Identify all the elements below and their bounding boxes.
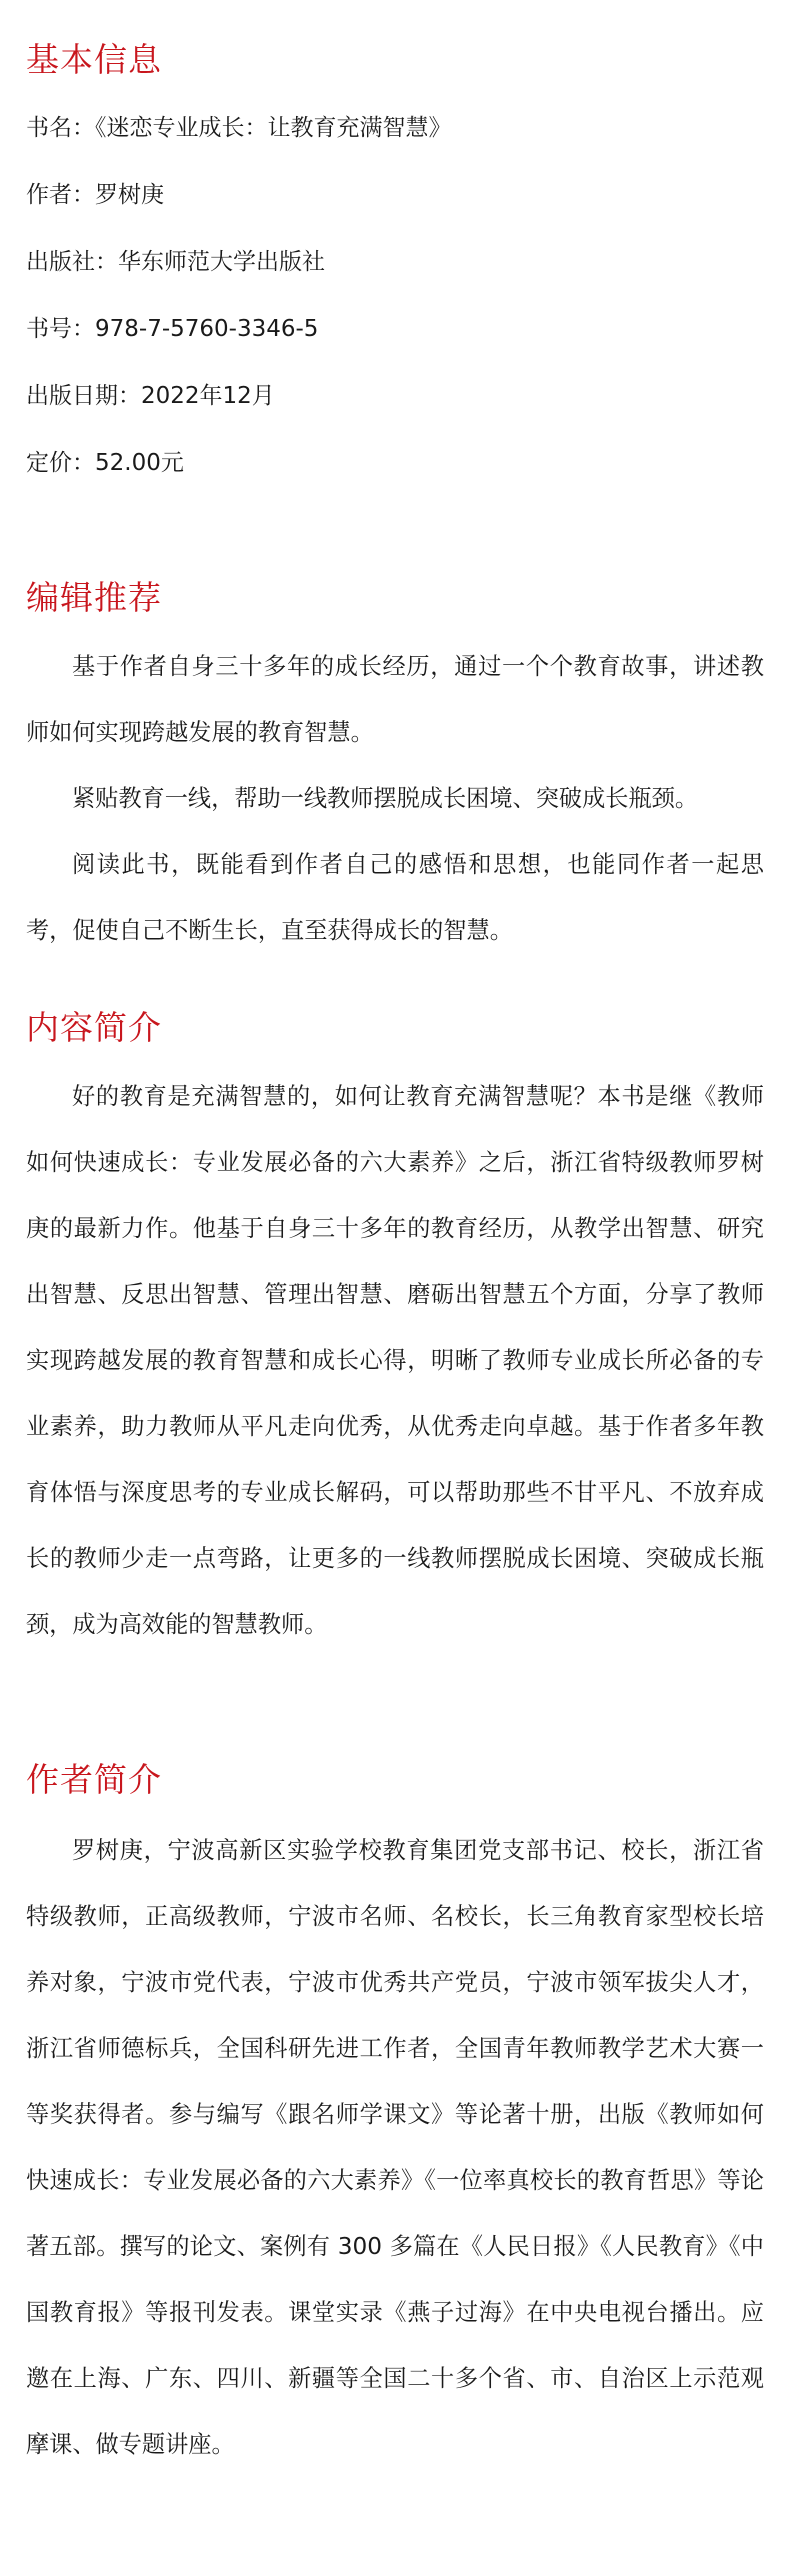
editor-recommend-heading: 编辑推荐 xyxy=(26,578,162,617)
isbn-line: 书号：978-7-5760-3346-5 xyxy=(26,316,319,342)
editor-recommend-paragraph-1: 基于作者自身三十多年的成长经历，通过一个个教育故事，讲述教师如何实现跨越发展的教育智慧。 xyxy=(26,653,764,746)
author-intro-heading: 作者简介 xyxy=(26,1760,162,1799)
editor-recommend-paragraph-3: 阅读此书，既能看到作者自己的感悟和思想，也能同作者一起思考，促使自己不断生长，直至获得成长的智慧。 xyxy=(26,851,764,944)
content-intro-heading: 内容简介 xyxy=(26,1008,162,1047)
editor-recommend-paragraph-2: 紧贴教育一线，帮助一线教师摆脱成长困境、突破成长瓶颈。 xyxy=(72,785,699,812)
book-title-line: 书名：《迷恋专业成长：让教育充满智慧》 xyxy=(26,115,452,141)
basic-info-heading: 基本信息 xyxy=(26,40,162,79)
publish-date-line: 出版日期：2022年12月 xyxy=(26,383,275,409)
price-line: 定价：52.00元 xyxy=(26,450,184,476)
author-intro-paragraph: 罗树庚，宁波高新区实验学校教育集团党支部书记、校长，浙江省特级教师，正高级教师，宁波市名师、名校长，长三角教育家型校长培养对象，宁波市党代表，宁波市优秀共产党员，宁波市领军拔尖人才，浙江省师德标兵，全国科研先进工作者，全国青年教师教学艺术大赛一等奖获得者。参与编写《跟名师学课文》等论著十册，出版《教师如何快速成长：专业发展必备的六大素养》《一位率真校长的教育哲思》等论著五部。撰写的论文、案例有 300 多篇在《人民日报》《人民教育》《中国教育报》等报刊发表。课堂实录《燕子过海》在中央电视台播出。应邀在上海、广东、四川、新疆等全国二十多个省、市、自治区上示范观摩课、做专题讲座。 xyxy=(26,1837,764,2458)
publisher-line: 出版社：华东师范大学出版社 xyxy=(26,249,325,275)
content-intro-paragraph: 好的教育是充满智慧的，如何让教育充满智慧呢？本书是继《教师如何快速成长：专业发展必备的六大素养》之后，浙江省特级教师罗树庚的最新力作。他基于自身三十多年的教育经历，从教学出智慧、研究出智慧、反思出智慧、管理出智慧、磨砺出智慧五个方面，分享了教师实现跨越发展的教育智慧和成长心得，明晰了教师专业成长所必备的专业素养，助力教师从平凡走向优秀，从优秀走向卓越。基于作者多年教育体悟与深度思考的专业成长解码，可以帮助那些不甘平凡、不放弃成长的教师少走一点弯路，让更多的一线教师摆脱成长困境、突破成长瓶颈，成为高效能的智慧教师。 xyxy=(26,1083,764,1638)
author-line: 作者：罗树庚 xyxy=(26,182,164,208)
